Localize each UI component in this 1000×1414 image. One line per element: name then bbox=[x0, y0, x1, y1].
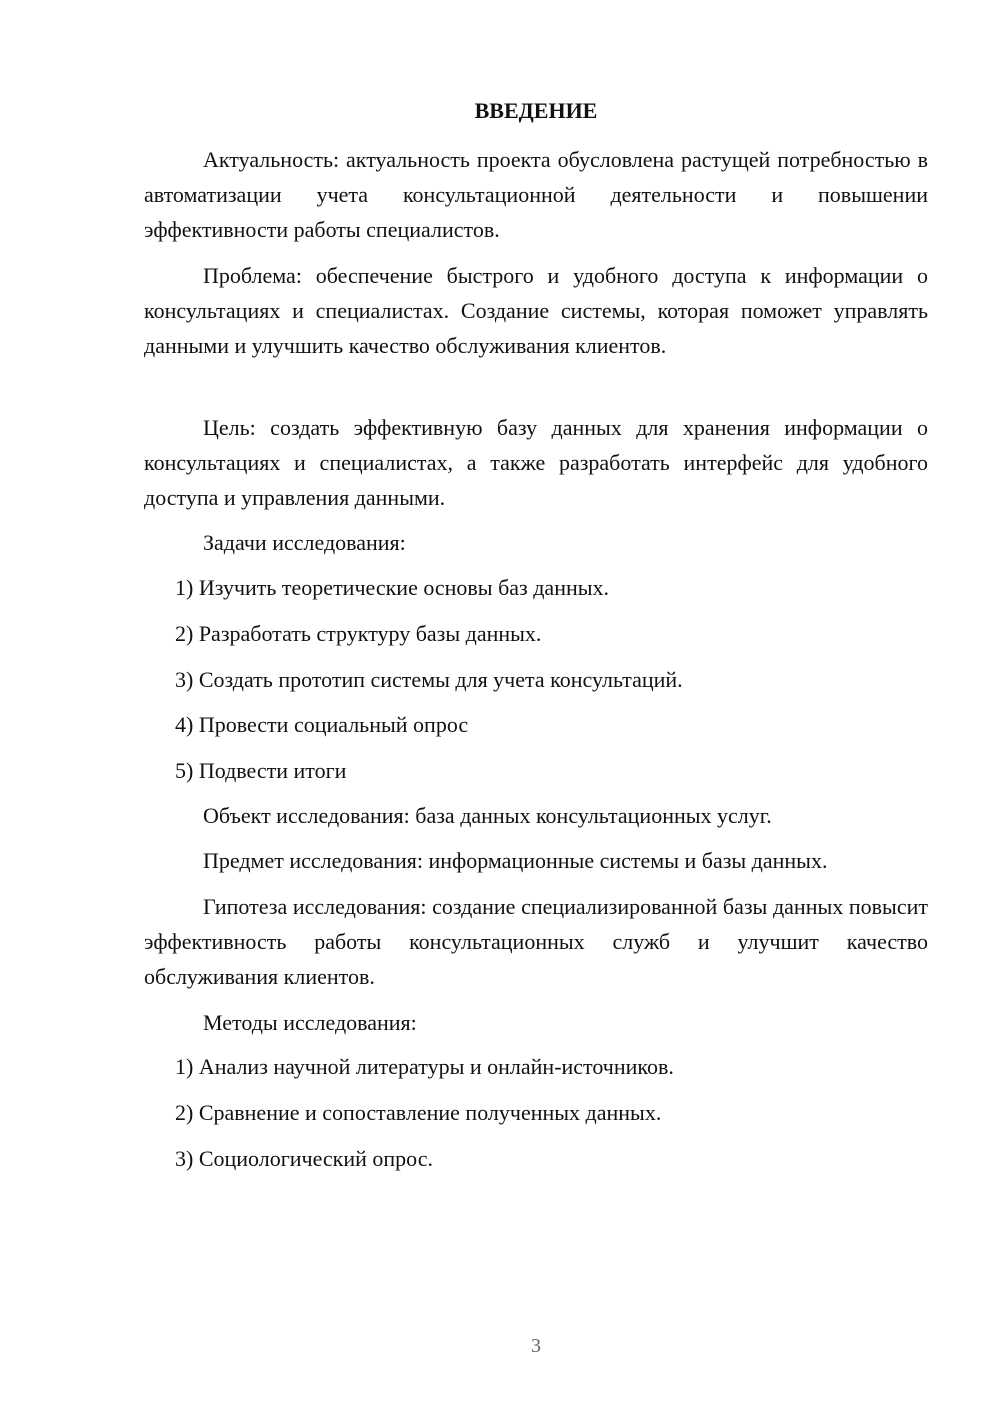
subject-paragraph: Предмет исследования: информационные системы и базы данных. bbox=[203, 848, 828, 873]
tasks-heading: Задачи исследования: bbox=[203, 530, 406, 555]
task-item: 1) Изучить теоретические основы баз данных. bbox=[175, 575, 610, 600]
task-item: 3) Создать прототип системы для учета консультаций. bbox=[175, 667, 683, 692]
problem-paragraph: Проблема: обеспечение быстрого и удобного доступа к информации о консультациях и специалистах. Создание системы, которая поможет управлять данными и улучшить качество обслуживания клиентов. bbox=[144, 263, 928, 358]
task-item: 4) Провести социальный опрос bbox=[175, 712, 469, 737]
page-number: 3 bbox=[531, 1335, 541, 1357]
task-item: 2) Разработать структуру базы данных. bbox=[175, 621, 542, 646]
object-paragraph: Объект исследования: база данных консультационных услуг. bbox=[203, 803, 772, 828]
relevance-paragraph: Актуальность: актуальность проекта обусловлена растущей потребностью в автоматизации учета консультационной деятельности и повышении эффективности работы специалистов. bbox=[144, 147, 928, 242]
methods-heading: Методы исследования: bbox=[203, 1010, 417, 1035]
goal-paragraph: Цель: создать эффективную базу данных для хранения информации о консультациях и специалистах, а также разработать интерфейс для удобного доступа и управления данными. bbox=[144, 415, 928, 510]
method-item: 2) Сравнение и сопоставление полученных данных. bbox=[175, 1100, 662, 1125]
method-item: 1) Анализ научной литературы и онлайн-источников. bbox=[175, 1054, 674, 1079]
page-title: ВВЕДЕНИЕ bbox=[474, 98, 598, 123]
hypothesis-paragraph: Гипотеза исследования: создание специализированной базы данных повысит эффективность работы консультационных служб и улучшит качество обслуживания клиентов. bbox=[144, 894, 928, 989]
method-item: 3) Социологический опрос. bbox=[175, 1146, 433, 1171]
task-item: 5) Подвести итоги bbox=[175, 758, 347, 783]
